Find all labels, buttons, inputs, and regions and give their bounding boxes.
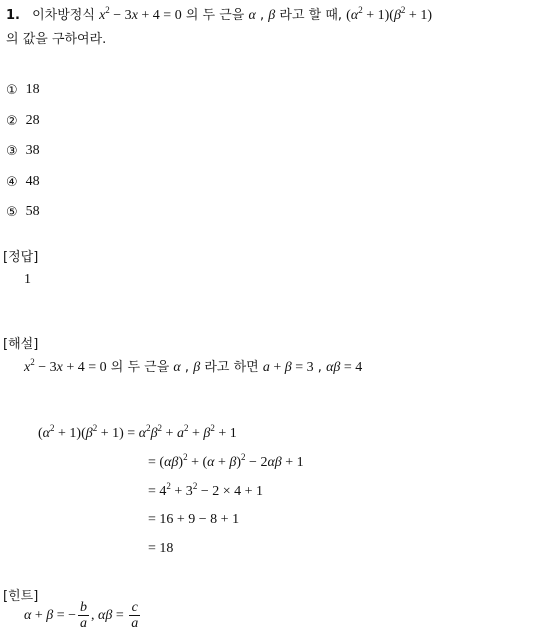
- answer-value: 1: [24, 272, 31, 287]
- choice-value: 28: [25, 113, 40, 128]
- hint-label: [힌트]: [3, 589, 39, 604]
- choice-value: 38: [25, 143, 40, 158]
- choice-marker: ⑤: [6, 204, 18, 220]
- choice-marker: ③: [6, 143, 18, 159]
- choice-value: 18: [25, 82, 40, 97]
- choice-marker: ②: [6, 113, 18, 129]
- fraction-c-over-a: $\frac{c}{a}$: [131, 600, 139, 632]
- derivation-row-5: = 18: [148, 541, 174, 556]
- derivation-row-4: = 16 + 9 − 8 + 1: [148, 512, 240, 527]
- question-number: 1.: [6, 8, 20, 23]
- choice-value: 58: [25, 204, 40, 219]
- hint-formula: α + β = − $\frac{b}{a}$ , αβ = $\frac{c}{a}$: [24, 600, 139, 632]
- choice-value: 48: [25, 174, 40, 189]
- question-text-1: 이차방정식: [32, 8, 95, 23]
- choice-2[interactable]: [6, 113, 40, 129]
- derivation-row-2: = $(\alpha\beta)^2 + (\alpha + \beta)^2 - 2\alpha\beta + 1$: [148, 452, 304, 470]
- choice-marker: ④: [6, 174, 18, 190]
- derivation-row-1: $(\alpha^2 + 1)(\beta^2 + 1) = \alpha^2\beta^2 + a^2 + \beta^2 + 1$: [38, 423, 237, 441]
- choice-4[interactable]: [6, 174, 40, 190]
- equation: $x^2 - 3x + 4 = 0$: [99, 5, 182, 23]
- solution-label: [해설]: [3, 337, 39, 352]
- choice-5[interactable]: [6, 204, 40, 220]
- choice-1[interactable]: [6, 82, 40, 98]
- question-text-5: 의 값을 구하여라.: [6, 32, 107, 47]
- question-text-2: 의 두 근을: [185, 8, 245, 23]
- question: 1. 이차방정식 $x^2 - 3x + 4 = 0$ 의 두 근을 α , β 라고 할 때, $(\alpha^2 + 1)(\beta^2 + 1)$: [6, 5, 432, 23]
- choice-3[interactable]: [6, 143, 40, 159]
- question-text-4: 라고 할 때,: [279, 8, 343, 23]
- solution-line: $x^2 - 3x + 4 = 0$ 의 두 근을 α , β 라고 하면 a + β = 3 , αβ = 4: [24, 357, 363, 375]
- fraction-b-over-a: $\frac{b}{a}$: [80, 600, 88, 632]
- target-expression: $(\alpha^2 + 1)(\beta^2 + 1)$: [346, 5, 432, 23]
- answer-label: [정답]: [3, 250, 39, 265]
- choice-marker: ①: [6, 82, 18, 98]
- question-text-3: ,: [259, 8, 265, 23]
- derivation-row-3: = $4^2 + 3^2 - 2 \times 4 + 1$: [148, 481, 263, 499]
